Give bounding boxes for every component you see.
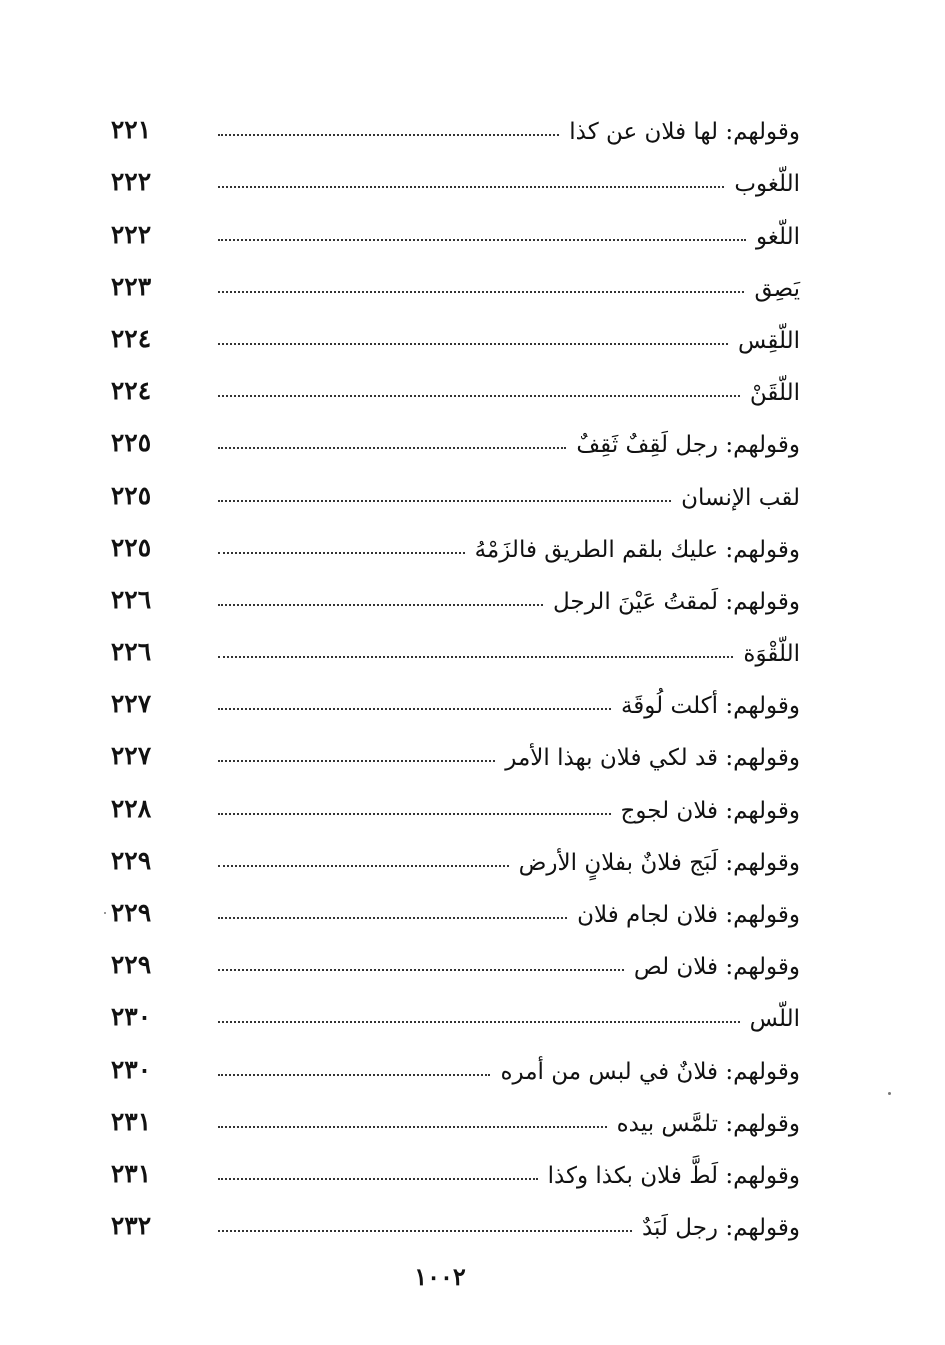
- toc-page-number: ٢٢٤: [110, 323, 152, 353]
- toc-page-number: ٢٢٥: [110, 480, 152, 510]
- dot-leader: [218, 1126, 607, 1128]
- toc-entry: [100, 259, 800, 311]
- toc-entry-title: اللّغوب: [734, 171, 800, 198]
- toc-entry-title: وقولهم: أكلت لُوقَة: [620, 693, 800, 720]
- toc-page-number: ٢٢٧: [110, 741, 152, 771]
- toc-entry-title: وقولهم: فلان لص: [633, 954, 800, 981]
- page-number: ١٠٠٢: [414, 1262, 466, 1291]
- toc-entry: [100, 154, 800, 206]
- toc-entry-title: اللّغو: [756, 223, 800, 250]
- toc-entry-title: اللّقِس: [738, 327, 800, 354]
- toc-page-number: ٢٢٧: [110, 689, 152, 719]
- toc-page-number: ٢٢٦: [110, 637, 152, 667]
- toc-entry-title: وقولهم: تلمَّس بيده: [616, 1110, 800, 1137]
- toc-page-number: ٢٣١: [110, 1158, 152, 1188]
- toc-page-number: ٢٢٥: [110, 428, 152, 458]
- dot-leader: [218, 447, 566, 449]
- toc-page-number: ٢٣٠: [110, 1054, 152, 1084]
- toc-page-number: ٢٣١: [110, 1106, 152, 1136]
- toc-page-number: ٢٢٨: [110, 793, 152, 823]
- table-of-contents: [100, 102, 800, 1250]
- toc-entry: [100, 520, 800, 572]
- dot-leader: [218, 969, 624, 971]
- toc-page-number: ٢٢٤: [110, 376, 152, 406]
- toc-page-number: ٢٢٩: [110, 898, 152, 927]
- toc-entry: [100, 572, 800, 624]
- toc-page-number: ٢٢٣: [110, 271, 152, 301]
- scan-speck: [888, 1092, 891, 1095]
- toc-entry-title: وقولهم: لَبَج فلانٌ بفلانٍ الأرض: [518, 849, 800, 876]
- toc-entry: [100, 467, 800, 519]
- dot-leader: [218, 813, 611, 815]
- toc-entry-title: وقولهم: رجل لَقِفٌ ثَقِفٌ: [576, 432, 800, 459]
- dot-leader: [218, 708, 611, 710]
- toc-page-number: ٢٢٩: [110, 950, 152, 980]
- toc-entry-title: وقولهم: رجل لَبَدٌ: [641, 1215, 800, 1242]
- toc-entry: [100, 1041, 800, 1093]
- dot-leader: [218, 239, 746, 241]
- toc-entry-title: وقولهم: عليك بلقم الطريق فالزَمْهُ: [474, 536, 800, 563]
- toc-entry: [100, 1146, 800, 1198]
- toc-entry: [100, 1198, 800, 1250]
- toc-page-number: ٢٢١: [110, 115, 152, 145]
- toc-entry-title: وقولهم: قد لكي فلان بهذا الأمر: [505, 745, 800, 772]
- toc-page-number: ٢٢٢: [110, 167, 152, 197]
- toc-entry-title: وقولهم: فلان لجام فلان: [577, 902, 800, 928]
- toc-entry: [100, 989, 800, 1041]
- toc-entry: [100, 206, 800, 258]
- dot-leader: [218, 1074, 490, 1076]
- dot-leader: [218, 917, 567, 919]
- toc-entry-title: وقولهم: فلان لجوج: [620, 797, 800, 824]
- dot-leader: [218, 760, 495, 762]
- toc-entry: [100, 415, 800, 467]
- dot-leader: [218, 343, 728, 345]
- dot-leader: [218, 604, 543, 606]
- toc-entry: [100, 1094, 800, 1146]
- toc-page-number: ٢٢٩: [110, 845, 152, 875]
- toc-entry: [100, 311, 800, 363]
- dot-leader: [218, 291, 744, 293]
- toc-entry-title: لقب الإنسان: [681, 484, 800, 511]
- toc-entry: [100, 676, 800, 728]
- toc-entry: [100, 102, 800, 154]
- toc-entry-title: اللّقَنْ: [749, 380, 800, 407]
- dot-leader: [218, 395, 740, 397]
- toc-entry-title: وقولهم: لَمقتُ عَيْنَ الرجل: [552, 588, 800, 615]
- toc-entry-title: وقولهم: لها فلان عن كذا: [569, 119, 800, 146]
- dot-leader: [218, 1178, 538, 1180]
- dot-leader: [218, 186, 724, 188]
- toc-entry-title: اللّس: [749, 1006, 800, 1033]
- dot-leader: [218, 1021, 740, 1023]
- toc-entry: [100, 728, 800, 780]
- dot-leader: [218, 134, 559, 136]
- toc-entry: [100, 780, 800, 832]
- toc-entry-title: وقولهم: فلانٌ في لبس من أمره: [500, 1058, 800, 1085]
- toc-page-number: ٢٢٦: [110, 584, 152, 614]
- toc-page-number: ٢٣٠: [110, 1002, 152, 1032]
- toc-page-number: ٢٢٢: [110, 219, 152, 249]
- toc-entry-title: وقولهم: لَطَّ فلان بكذا وكذا: [547, 1162, 800, 1189]
- toc-entry-title: اللّقْوَة: [743, 641, 800, 668]
- toc-entry: [100, 833, 800, 885]
- toc-entry: [100, 363, 800, 415]
- toc-entry-title: يَصِق: [754, 275, 800, 302]
- dot-leader: [218, 1230, 632, 1232]
- dot-leader: [218, 656, 733, 658]
- scan-speck: [104, 912, 106, 914]
- toc-entry: [100, 885, 800, 937]
- dot-leader: [218, 865, 509, 867]
- dot-leader: [218, 500, 671, 502]
- toc-entry: [100, 937, 800, 989]
- toc-page-number: ٢٣٢: [110, 1211, 152, 1241]
- toc-page-number: ٢٢٥: [110, 532, 152, 562]
- toc-entry: [100, 624, 800, 676]
- dot-leader: [218, 552, 465, 554]
